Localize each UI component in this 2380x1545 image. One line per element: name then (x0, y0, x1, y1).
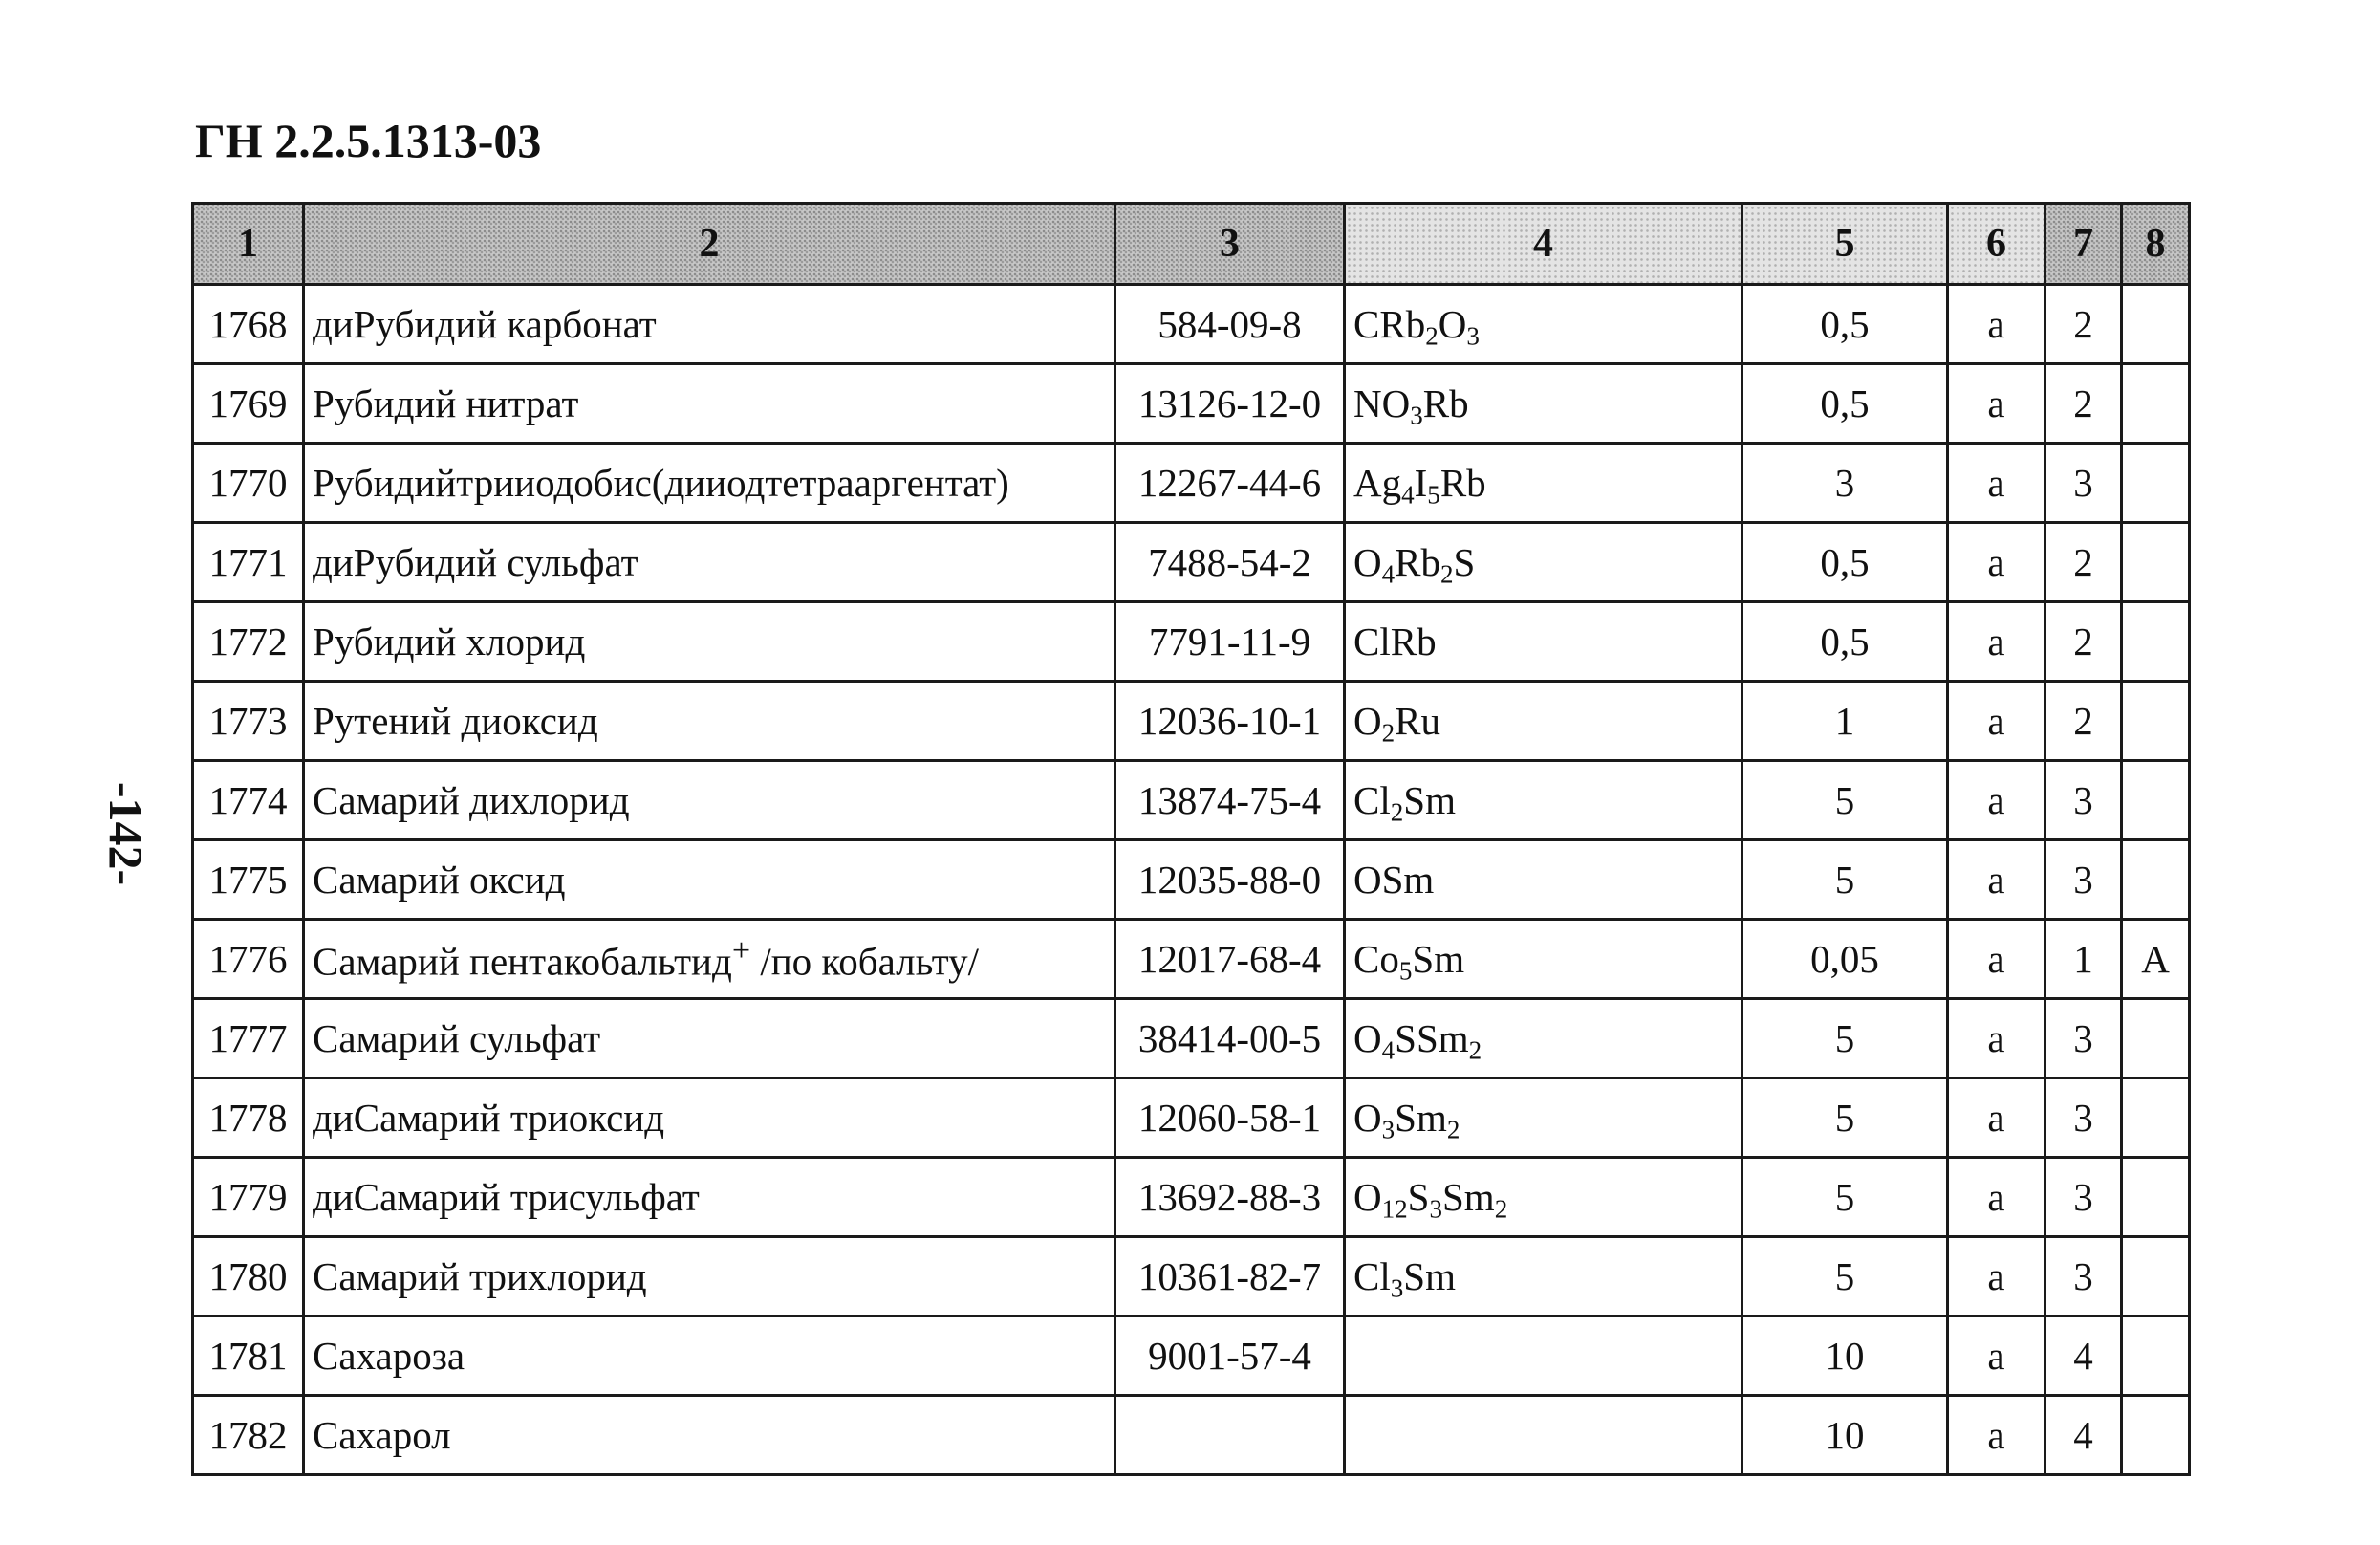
limit-value-cell: 0,5 (1742, 285, 1948, 364)
note-cell (2122, 285, 2190, 364)
table-row (193, 1158, 2190, 1237)
formula-cell: $Ag_4I_5Rb$ (1345, 444, 1742, 523)
cas-number-cell: 38414-00-5 (1115, 999, 1345, 1078)
row-number-cell: 1772 (193, 602, 304, 682)
aggregate-state-cell: a (1948, 1237, 2045, 1317)
hazard-class-cell: 3 (2045, 840, 2122, 920)
note-cell (2122, 523, 2190, 602)
formula-cell: $CRb_2O_3$ (1345, 285, 1742, 364)
note-cell (2122, 1078, 2190, 1158)
cas-number-cell: 7488-54-2 (1115, 523, 1345, 602)
cas-number-cell: 13874-75-4 (1115, 761, 1345, 840)
row-number-cell: 1769 (193, 364, 304, 444)
cas-number-cell: 584-09-8 (1115, 285, 1345, 364)
note-cell (2122, 1158, 2190, 1237)
note-cell (2122, 1237, 2190, 1317)
formula-cell: $O_4Rb_2S$ (1345, 523, 1742, 602)
table-row (193, 840, 2190, 920)
aggregate-state-cell: a (1948, 364, 2045, 444)
hazard-class-cell: 3 (2045, 1078, 2122, 1158)
substance-name-cell: Самарий трихлорид (304, 1237, 1115, 1317)
formula-cell (1345, 1317, 1742, 1396)
aggregate-state-cell: a (1948, 1078, 2045, 1158)
note-cell (2122, 761, 2190, 840)
row-number-cell: 1781 (193, 1317, 304, 1396)
substance-name-cell: диСамарий триоксид (304, 1078, 1115, 1158)
aggregate-state-cell: a (1948, 523, 2045, 602)
hazard-class-cell: 2 (2045, 523, 2122, 602)
column-header: 3 (1115, 204, 1345, 285)
table-row (193, 1078, 2190, 1158)
table-header-row (193, 204, 2190, 285)
note-cell (2122, 840, 2190, 920)
aggregate-state-cell: a (1948, 1317, 2045, 1396)
substance-name-cell: Рубидийтрииодобис(дииодтетрааргентат) (304, 444, 1115, 523)
hazard-class-cell: 3 (2045, 1237, 2122, 1317)
cas-number-cell: 10361-82-7 (1115, 1237, 1345, 1317)
aggregate-state-cell: a (1948, 761, 2045, 840)
aggregate-state-cell: a (1948, 999, 2045, 1078)
formula-cell: $O_{12}S_3Sm_2$ (1345, 1158, 1742, 1237)
table-row (193, 920, 2190, 999)
column-header: 8 (2122, 204, 2190, 285)
note-cell (2122, 999, 2190, 1078)
formula-cell: $Cl_3Sm$ (1345, 1237, 1742, 1317)
limit-value-cell: 0,5 (1742, 364, 1948, 444)
cas-number-cell: 12017-68-4 (1115, 920, 1345, 999)
column-header: 2 (304, 204, 1115, 285)
aggregate-state-cell: a (1948, 1396, 2045, 1475)
aggregate-state-cell: a (1948, 682, 2045, 761)
note-cell (2122, 682, 2190, 761)
cas-number-cell: 12267-44-6 (1115, 444, 1345, 523)
substance-name-cell: диСамарий трисульфат (304, 1158, 1115, 1237)
table-row (193, 285, 2190, 364)
limit-value-cell: 5 (1742, 761, 1948, 840)
row-number-cell: 1776 (193, 920, 304, 999)
cas-number-cell: 13126-12-0 (1115, 364, 1345, 444)
row-number-cell: 1770 (193, 444, 304, 523)
limit-value-cell: 0,05 (1742, 920, 1948, 999)
cas-number-cell: 12035-88-0 (1115, 840, 1345, 920)
aggregate-state-cell: a (1948, 444, 2045, 523)
limit-value-cell: 5 (1742, 1237, 1948, 1317)
cas-number-cell: 13692-88-3 (1115, 1158, 1345, 1237)
table-row (193, 1317, 2190, 1396)
column-header: 1 (193, 204, 304, 285)
row-number-cell: 1777 (193, 999, 304, 1078)
cas-number-cell: 9001-57-4 (1115, 1317, 1345, 1396)
formula-cell: $Co_5Sm$ (1345, 920, 1742, 999)
table-row (193, 1237, 2190, 1317)
table-row (193, 364, 2190, 444)
substance-name-cell: Сахароза (304, 1317, 1115, 1396)
formula-cell: $O_2Ru$ (1345, 682, 1742, 761)
hazard-class-cell: 3 (2045, 1158, 2122, 1237)
row-number-cell: 1782 (193, 1396, 304, 1475)
formula-cell: ClRb (1345, 602, 1742, 682)
limit-value-cell: 10 (1742, 1317, 1948, 1396)
substance-name-cell: Рубидий хлорид (304, 602, 1115, 682)
note-cell (2122, 444, 2190, 523)
formula-cell: $Cl_2Sm$ (1345, 761, 1742, 840)
hazard-class-cell: 2 (2045, 364, 2122, 444)
note-cell (2122, 602, 2190, 682)
hazard-class-cell: 4 (2045, 1317, 2122, 1396)
substance-name-cell: Самарий пентакобальтид+ /по кобальту/ (304, 920, 1115, 999)
row-number-cell: 1780 (193, 1237, 304, 1317)
column-header: 7 (2045, 204, 2122, 285)
limit-value-cell: 0,5 (1742, 523, 1948, 602)
note-cell (2122, 364, 2190, 444)
aggregate-state-cell: a (1948, 920, 2045, 999)
limit-value-cell: 5 (1742, 999, 1948, 1078)
table-row (193, 523, 2190, 602)
column-header: 6 (1948, 204, 2045, 285)
limit-value-cell: 5 (1742, 1078, 1948, 1158)
substance-name-cell: Рутений диоксид (304, 682, 1115, 761)
note-cell (2122, 1317, 2190, 1396)
limit-value-cell: 3 (1742, 444, 1948, 523)
row-number-cell: 1774 (193, 761, 304, 840)
substances-table (191, 202, 2191, 1476)
table-row (193, 761, 2190, 840)
substance-name-cell: Самарий оксид (304, 840, 1115, 920)
hazard-class-cell: 2 (2045, 682, 2122, 761)
table-row (193, 682, 2190, 761)
hazard-class-cell: 2 (2045, 285, 2122, 364)
formula-cell (1345, 1396, 1742, 1475)
limit-value-cell: 5 (1742, 1158, 1948, 1237)
substance-name-cell: диРубидий карбонат (304, 285, 1115, 364)
row-number-cell: 1771 (193, 523, 304, 602)
aggregate-state-cell: a (1948, 1158, 2045, 1237)
row-number-cell: 1778 (193, 1078, 304, 1158)
cas-number-cell: 12036-10-1 (1115, 682, 1345, 761)
cas-number-cell (1115, 1396, 1345, 1475)
substance-name-cell: Рубидий нитрат (304, 364, 1115, 444)
row-number-cell: 1775 (193, 840, 304, 920)
aggregate-state-cell: a (1948, 285, 2045, 364)
hazard-class-cell: 4 (2045, 1396, 2122, 1475)
note-cell (2122, 1396, 2190, 1475)
formula-cell: $O_3Sm_2$ (1345, 1078, 1742, 1158)
limit-value-cell: 5 (1742, 840, 1948, 920)
note-cell: A (2122, 920, 2190, 999)
formula-cell: OSm (1345, 840, 1742, 920)
substance-name-cell: диРубидий сульфат (304, 523, 1115, 602)
limit-value-cell: 1 (1742, 682, 1948, 761)
table-row (193, 1396, 2190, 1475)
column-header: 4 (1345, 204, 1742, 285)
substance-name-cell: Самарий дихлорид (304, 761, 1115, 840)
limit-value-cell: 10 (1742, 1396, 1948, 1475)
aggregate-state-cell: a (1948, 840, 2045, 920)
hazard-class-cell: 3 (2045, 999, 2122, 1078)
column-header: 5 (1742, 204, 1948, 285)
limit-value-cell: 0,5 (1742, 602, 1948, 682)
table-row (193, 602, 2190, 682)
page-number: -142- (99, 781, 153, 886)
row-number-cell: 1773 (193, 682, 304, 761)
hazard-class-cell: 2 (2045, 602, 2122, 682)
row-number-cell: 1779 (193, 1158, 304, 1237)
table-row (193, 999, 2190, 1078)
formula-cell: $NO_3Rb$ (1345, 364, 1742, 444)
cas-number-cell: 7791-11-9 (1115, 602, 1345, 682)
formula-cell: $O_4SSm_2$ (1345, 999, 1742, 1078)
hazard-class-cell: 3 (2045, 444, 2122, 523)
aggregate-state-cell: a (1948, 602, 2045, 682)
substance-name-cell: Самарий сульфат (304, 999, 1115, 1078)
cas-number-cell: 12060-58-1 (1115, 1078, 1345, 1158)
document-header: ГН 2.2.5.1313-03 (195, 114, 542, 167)
row-number-cell: 1768 (193, 285, 304, 364)
hazard-class-cell: 3 (2045, 761, 2122, 840)
hazard-class-cell: 1 (2045, 920, 2122, 999)
substance-name-cell: Сахарол (304, 1396, 1115, 1475)
table-row (193, 444, 2190, 523)
